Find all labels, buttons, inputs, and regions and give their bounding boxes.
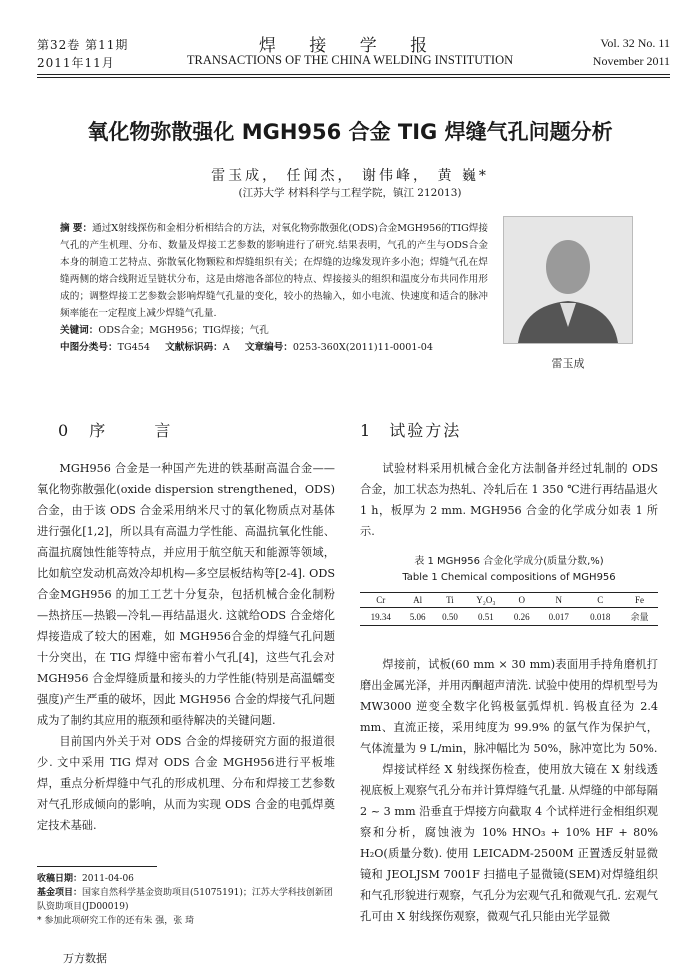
section-1-title: 试验方法	[389, 421, 462, 440]
doc-code-label: 文献标识码：	[165, 342, 223, 353]
table-header-cell: Cr	[376, 595, 386, 605]
section-0-paragraph-2: 目前国内外关于对 ODS 合金的焊接研究方面的报道很少. 文中采用 TIG 焊对 ODS 合金 MGH956进行平板堆焊，重点分析焊缝中气孔的形成机理、分布和焊接工艺参数对气孔形成倾向的影响，从而为实现 ODS 合金的电弧焊奠定技术基础.	[37, 735, 335, 832]
header-rule-2	[37, 77, 670, 78]
photo-caption: 雷玉成	[551, 357, 585, 370]
table-header-cell: Fe	[635, 595, 644, 605]
received-label: 收稿日期：	[37, 874, 83, 884]
section-0-title: 序 言	[89, 421, 193, 440]
received-date	[37, 872, 335, 886]
section-1-paragraph-2: 焊接前，试板(60 mm × 30 mm)表面用手持角磨机打磨出金属光泽，并用丙酮超声清洗. 试验中使用的焊机型号为 MW3000 逆变全数字化钨极氩弧焊机. 钨极直径为 2.4 mm、直流正接，采用纯度为 99.9% 的氩气作为保护气，气体流量为 9 L/min，脉冲幅比为 50%，脉冲宽比为 50%.	[360, 658, 658, 755]
section-0-paragraph-1: MGH956 合金是一种国产先进的铁基耐高温合金——氧化物弥散强化(oxide dispersion strengthened，ODS)合金，由于该 ODS 合金采用纳米尺寸的氧化物质点对基体进行强化[1,2]，所以具有高温力学性能、高温抗氧化性能、高温抗腐蚀性能等特点，并应用于航空航天和能源等领域，比如航空发动机高效冷却机构—多空层板结构等[2-4]. ODS 合金MGH956 的加工工艺十分复杂，包括机械合金化制粉—热挤压—热锻—冷轧—再结晶退火. 这就给ODS 合金熔化焊接造成了较大的困难，如 MGH956合金的焊缝气孔问题十分突出，在 TIG 焊缝中密布着小气孔[4]，这些气孔会对 MGH956 合金焊缝质量和接头的力学性能(特别是高温蠕变强度)产生严重的破坏，因此 MGH956 合金的焊接气孔问题成为了制约其应用的瓶颈和亟待解决的关键问题.	[37, 462, 335, 727]
fund-value: 国家自然科学基金资助项目(51075191)；江苏大学科技创新团队资助项目(JD00019)	[37, 888, 333, 912]
fund-label: 基金项目：	[37, 888, 83, 898]
keywords	[60, 322, 488, 339]
date-en: November 2011	[592, 54, 670, 68]
clc-value: TG454	[117, 342, 150, 353]
abstract	[60, 220, 488, 356]
section-1-heading	[360, 418, 461, 441]
table-cell: 余量	[630, 612, 649, 622]
abstract-text: 通过X射线探伤和金相分析相结合的方法，对氧化物弥散强化(ODS)合金MGH956的TIG焊接气孔的产生机理、分布、数量及焊接工艺参数的影响进行了研究.结果表明，气孔的产生与ODS合金本身的制造工艺特点、弥散氧化物颗粒和焊缝组织有关；在焊缝的边缘发现许多小泡；焊缝气孔在焊缝两侧的熔合线附近呈链状分布，这是由熔池各部位的特点、焊接接头的组织和温度分布共同作用形成的；调整焊接工艺参数会影响焊缝气孔量的变化，较小的热输入，如小电流、快速度和适合的脉冲频率能在一定程度上减少焊缝气孔量.	[60, 223, 488, 319]
table-header-cell: N	[555, 595, 562, 605]
journal-cn: 焊 接 学 报	[258, 36, 442, 56]
table-1-caption-cn: 表 1 MGH956 合金化学成分(质量分数,%)	[414, 556, 604, 567]
journal-en: TRANSACTIONS OF THE CHINA WELDING INSTITUTION	[186, 53, 514, 67]
table-cell: 0.51	[478, 611, 494, 622]
section-1-paragraph-1: 试验材料采用机械合金化方法制备并经过轧制的 ODS 合金，加工状态为热轧、冷轧后在 1 350 ℃进行再结晶退火 1 h，板厚为 2 mm. MGH956 合金的化学成分如表 1 所示.	[360, 462, 658, 538]
table-cell: 0.50	[442, 611, 458, 622]
paper-title: 氧化物弥散强化 MGH956 合金 TIG 焊缝气孔问题分析	[87, 120, 613, 144]
fund-info	[37, 886, 335, 914]
table-cell: 0.018	[590, 611, 611, 622]
contributors-note: * 参加此项研究工作的还有朱 强，张 琦	[37, 916, 195, 926]
table-cell: 5.06	[409, 611, 426, 622]
keywords-label: 关键词：	[60, 325, 99, 336]
abstract-body	[60, 220, 488, 322]
table-row	[360, 608, 658, 626]
section-0-body	[37, 458, 335, 836]
section-1-body-bottom	[360, 654, 658, 927]
volume-cn: 第32卷 第11期	[37, 38, 129, 52]
article-no-label: 文章编号：	[244, 342, 293, 353]
volume-en: Vol. 32 No. 11	[600, 36, 670, 50]
author-photo	[503, 216, 633, 344]
section-1-number: 1	[360, 421, 371, 440]
footer-watermark: 万方数据	[63, 952, 107, 965]
section-0-heading	[58, 418, 192, 441]
section-1-body-top	[360, 458, 658, 542]
table-cell: 0.017	[548, 611, 569, 622]
table-1	[360, 592, 658, 626]
classification-line	[60, 339, 488, 356]
table-header-row	[360, 593, 658, 608]
affiliation: (江苏大学 材料科学与工程学院，镇江 212013)	[238, 187, 462, 199]
table-header-cell: Al	[413, 595, 423, 605]
date-cn: 2011年11月	[37, 56, 115, 70]
table-cell: 19.34	[370, 611, 391, 622]
header-rule	[37, 74, 670, 75]
table-1-caption-en: Table 1 Chemical compositions of MGH956	[402, 572, 616, 583]
table-header-cell: O	[518, 595, 526, 605]
table-header-cell: Ti	[446, 595, 454, 605]
table-header-cell: Y₂O₃	[476, 595, 496, 605]
received-value: 2011-04-06	[82, 874, 134, 884]
doc-code-value: A	[222, 342, 230, 353]
abstract-label: 摘 要：	[60, 223, 93, 234]
authors: 雷玉成， 任闻杰， 谢伟峰， 黄 巍*	[211, 168, 489, 184]
footnotes	[37, 872, 335, 928]
table-header-cell: C	[597, 595, 604, 605]
keywords-text: ODS合金；MGH956；TIG焊接；气孔	[98, 325, 269, 336]
section-0-number: 0	[58, 421, 69, 440]
clc-label: 中图分类号：	[60, 342, 118, 353]
table-cell: 0.26	[513, 611, 530, 622]
section-1-paragraph-3: 焊接试样经 X 射线探伤检查，使用放大镜在 X 射线透视底板上观察气孔分布并计算焊缝气孔量. 从焊缝的中部每隔 2 ~ 3 mm 沿垂直于焊接方向截取 4 个试样进行金相组织观察和分析，腐蚀液为 10% HNO₃ + 10% HF + 80% H₂O(质量分数). 使用 LEICADM-2500M 正置透反射显微镜和 JEOLJSM 7001F 扫描电子显微镜(SEM)对焊缝组织和气孔形貌进行观察，气孔分为宏观气孔和微观气孔. 宏观气孔可由 X 射线探伤观察，微观气孔只能由光学显微	[360, 763, 658, 923]
footnote-rule	[37, 866, 157, 867]
article-no-value: 0253-360X(2011)11-0001-04	[292, 342, 433, 353]
